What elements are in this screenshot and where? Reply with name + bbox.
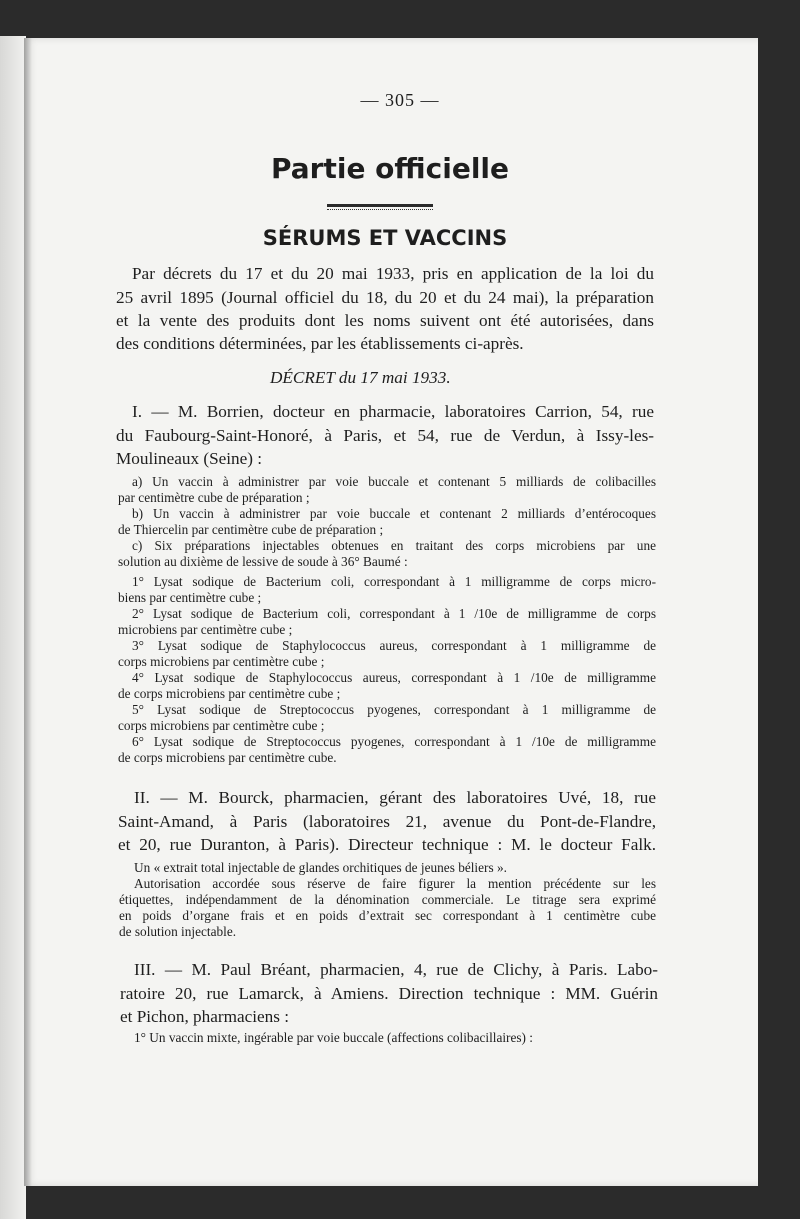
section-i-item: 6° Lysat sodique de Streptococcus pyogenes, correspondant à 1 /10e de milligramme [132,734,656,749]
page-number: — 305 — [360,90,440,110]
section-iii-line: ratoire 20, rue Lamarck, à Amiens. Direction technique : MM. Guérin [120,984,658,1003]
section-i-item: microbiens par centimètre cube ; [118,622,293,637]
section-ii-line: et 20, rue Duranton, à Paris). Directeur technique : M. le docteur Falk. [118,835,656,854]
section-ii-note: de solution injectable. [119,924,237,939]
intro-line: des conditions déterminées, par les établissements ci-après. [116,334,524,353]
section-i-item: solution au dixième de lessive de soude à 36° Baumé : [118,554,408,569]
section-title: SÉRUMS ET VACCINS [262,226,508,250]
section-i-item: biens par centimètre cube ; [118,590,262,605]
section-ii-note: Autorisation accordée sous réserve de faire figurer la mention précédente sur les [134,876,656,891]
section-iii-line: et Pichon, pharmaciens : [120,1007,289,1026]
section-i-line: Moulineaux (Seine) : [116,449,263,468]
section-i-item: 4° Lysat sodique de Staphylococcus aureus, correspondant à 1 /10e de milligramme [132,670,656,685]
section-i-item: c) Six préparations injectables obtenues en traitant des corps microbiens par une [132,538,656,553]
intro-line: et la vente des produits dont les noms suivent ont été autorisées, dans [116,311,654,330]
section-i-item: par centimètre cube de préparation ; [118,490,310,505]
section-i-item: a) Un vaccin à administrer par voie buccale et contenant 5 milliards de colibacilles [132,474,656,489]
decree-heading: DÉCRET du 17 mai 1933. [270,368,451,387]
section-i-item: de corps microbiens par centimètre cube. [118,750,337,765]
section-i-item: de corps microbiens par centimètre cube ; [118,686,341,701]
intro-line: Par décrets du 17 et du 20 mai 1933, pris en application de la loi du [132,264,654,283]
section-i-line: I. — M. Borrien, docteur en pharmacie, laboratoires Carrion, 54, rue [132,402,654,421]
section-iii-line: III. — M. Paul Bréant, pharmacien, 4, rue de Clichy, à Paris. Labo- [134,960,658,979]
section-ii-line: II. — M. Bourck, pharmacien, gérant des laboratoires Uvé, 18, rue [134,788,656,807]
section-i-item: 5° Lysat sodique de Streptococcus pyogenes, correspondant à 1 milligramme de [132,702,656,717]
page-gutter-shadow [24,38,32,1186]
section-i-line: du Faubourg-Saint-Honoré, à Paris, et 54, rue de Verdun, à Issy-les- [116,426,654,445]
section-i-item: corps microbiens par centimètre cube ; [118,654,325,669]
section-i-item: de Thiercelin par centimètre cube de préparation ; [118,522,384,537]
title-rule [327,204,433,207]
section-i-item: corps microbiens par centimètre cube ; [118,718,325,733]
intro-line: 25 avril 1895 (Journal officiel du 18, du 20 et du 24 mai), la préparation [116,288,654,307]
section-i-item: b) Un vaccin à administrer par voie buccale et contenant 2 milliards d’entérocoques [132,506,656,521]
title-rule-dotted [327,209,433,210]
adjacent-page-edge [0,36,26,1219]
section-ii-note: étiquettes, indépendamment de la dénomination commerciale. Le titrage sera exprimé [119,892,656,907]
page-title: Partie officielle [270,152,510,185]
section-ii-note: Un « extrait total injectable de glandes orchitiques de jeunes béliers ». [134,860,507,875]
section-ii-note: en poids d’organe frais et en poids d’extrait sec correspondant à 1 centimètre cube [119,908,656,923]
section-iii-item: 1° Un vaccin mixte, ingérable par voie buccale (affections colibacillaires) : [134,1030,534,1045]
section-i-item: 3° Lysat sodique de Staphylococcus aureus, correspondant à 1 milligramme de [132,638,656,653]
section-i-item: 1° Lysat sodique de Bacterium coli, correspondant à 1 milligramme de corps micro- [132,574,656,589]
section-ii-line: Saint-Amand, à Paris (laboratoires 21, avenue du Pont-de-Flandre, [118,812,656,831]
section-i-item: 2° Lysat sodique de Bacterium coli, correspondant à 1 /10e de milligramme de corps [132,606,656,621]
